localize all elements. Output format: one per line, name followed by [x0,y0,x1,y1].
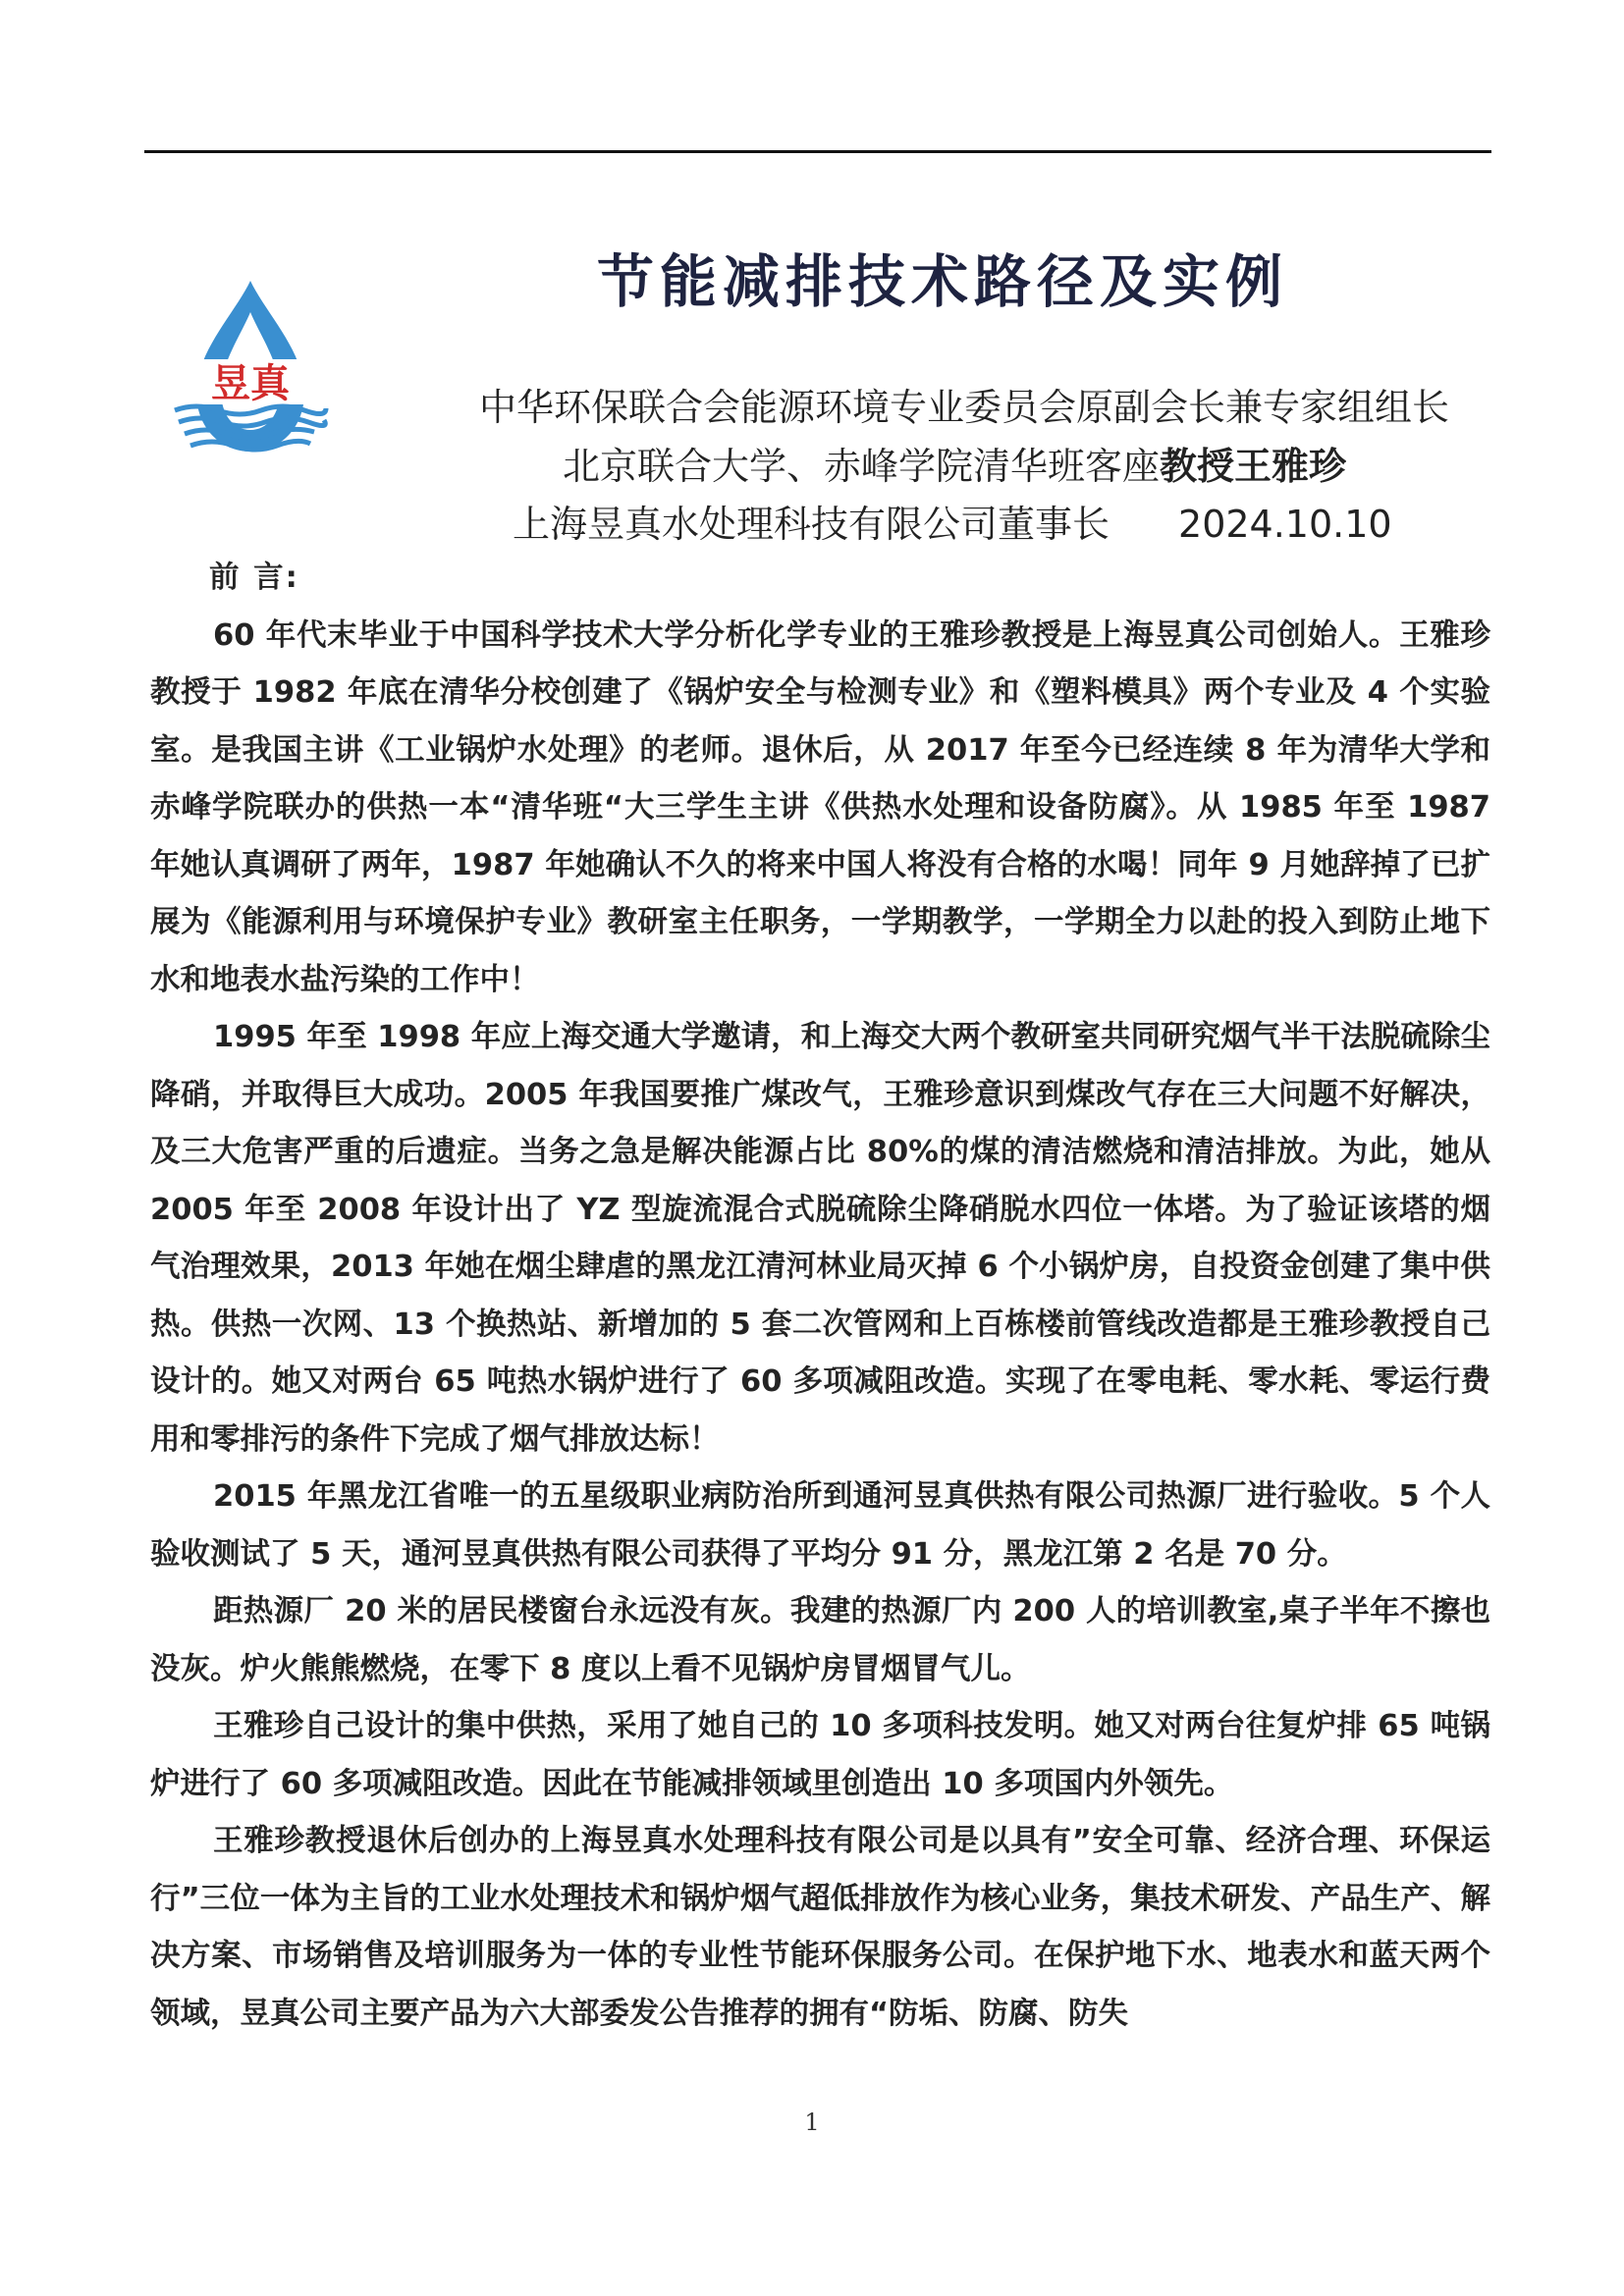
author-affiliation-2-prefix: 北京联合大学、赤峰学院清华班客座 [563,445,1161,488]
author-name: 教授王雅珍 [1160,445,1347,488]
document-title: 节能减排技术路径及实例 [596,248,1288,315]
author-affiliation-3 [513,494,1392,548]
paragraph-5: 王雅珍自己设计的集中供热，采用了她自己的 10 多项科技发明。她又对两台往复炉排 65 吨锅炉进行了 60 多项减阻改造。因此在节能减排领域里创造出 10 多项国内外领先。 [150,1709,1490,1801]
yuzhen-logo [167,273,334,459]
document-date: 2024.10.10 [1178,503,1392,546]
paragraph-2: 1995 年至 1998 年应上海交通大学邀请，和上海交大两个教研室共同研究烟气半干法脱硫除尘降硝，并取得巨大成功。2005 年我国要推广煤改气，王雅珍意识到煤改气存在三大问题不好解决，及三大危害严重的后遗症。当务之急是解决能源占比 80%的煤的清洁燃烧和清洁排放。为此，她从 2005 年至 2008 年设计出了 YZ 型旋流混合式脱硫除尘降硝脱水四位一体塔。为了验证该塔的烟气治理效果，2013 年她在烟尘肆虐的黑龙江清河林业局灭掉 6 个小锅炉房，自投资金创建了集中供热。供热一次网、13 个换热站、新增加的 5 套二次管网和上百栋楼前管线改造都是王雅珍教授自己设计的。她又对两台 65 吨热水锅炉进行了 60 多项减阻改造。实现了在零电耗、零水耗、零运行费用和零排污的条件下完成了烟气排放达标！ [150,1020,1490,1457]
page-number: 1 [804,2109,820,2136]
paragraph-6: 王雅珍教授退休后创办的上海昱真水处理科技有限公司是以具有”安全可靠、经济合理、环保运行”三位一体为主旨的工业水处理技术和锅炉烟气超低排放作为核心业务，集技术研发、产品生产、解决方案、市场销售及培训服务为一体的专业性节能环保服务公司。在保护地下水、地表水和蓝天两个领域，昱真公司主要产品为六大部委发公告推荐的拥有“防垢、防腐、防失 [150,1824,1490,2031]
paragraph-4: 距热源厂 20 米的居民楼窗台永远没有灰。我建的热源厂内 200 人的培训教室,桌子半年不擦也没灰。炉火熊熊燃烧，在零下 8 度以上看不见锅炉房冒烟冒气儿。 [150,1594,1490,1686]
logo-text: 昱真 [211,360,290,406]
author-company: 上海昱真水处理科技有限公司董事长 [513,503,1110,546]
header-rule [144,150,1491,153]
document-body [150,550,1490,2043]
author-affiliation-1: 中华环保联合会能源环境专业委员会原副会长兼专家组组长 [479,386,1450,429]
paragraph-3: 2015 年黑龙江省唯一的五星级职业病防治所到通河昱真供热有限公司热源厂进行验收。5 个人验收测试了 5 天，通河昱真供热有限公司获得了平均分 91 分，黑龙江第 2 名是 70 分。 [150,1479,1490,1572]
paragraph-1: 60 年代末毕业于中国科学技术大学分析化学专业的王雅珍教授是上海昱真公司创始人。王雅珍教授于 1982 年底在清华分校创建了《锅炉安全与检测专业》和《塑料模具》两个专业及 4 个实验室。是我国主讲《工业锅炉水处理》的老师。退休后，从 2017 年至今已经连续 8 年为清华大学和赤峰学院联办的供热一本“清华班“大三学生主讲《供热水处理和设备防腐》。从 1985 年至 1987 年她认真调研了两年，1987 年她确认不久的将来中国人将没有合格的水喝！同年 9 月她辞掉了已扩展为《能源利用与环境保护专业》教研室主任职务，一学期教学，一学期全力以赴的投入到防止地下水和地表水盐污染的工作中！ [150,617,1490,997]
preface-heading: 前 言: [209,561,299,595]
author-affiliation-2 [563,436,1346,490]
